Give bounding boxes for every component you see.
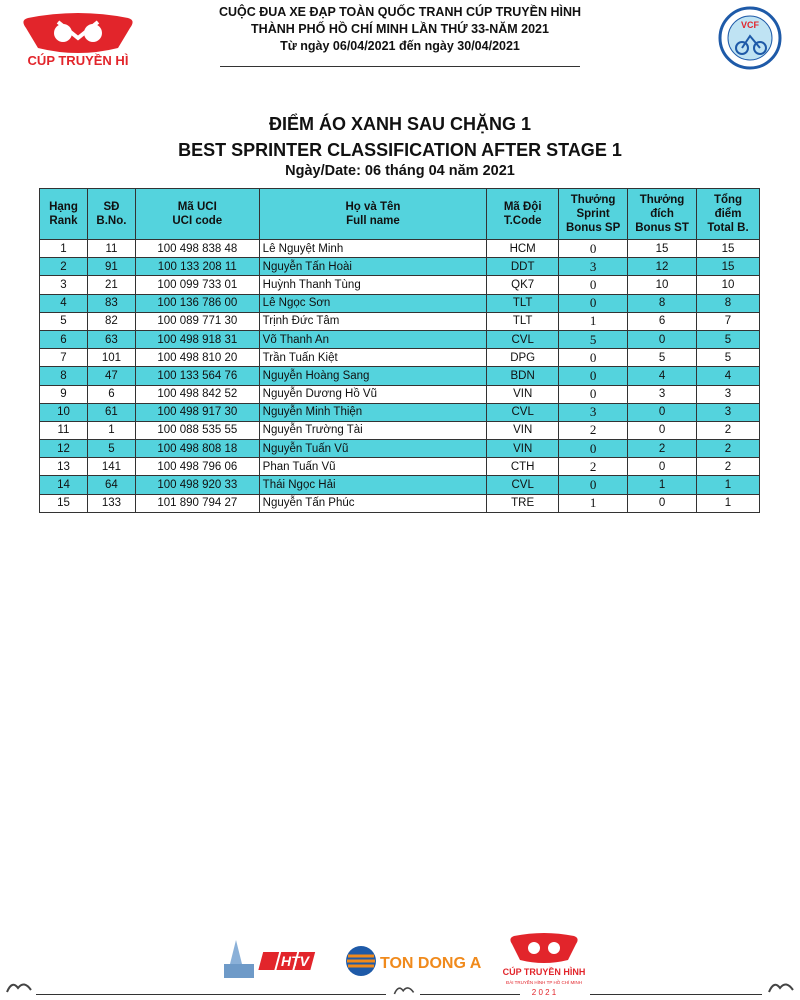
cell-bib: 141 bbox=[87, 458, 135, 476]
title-en: BEST SPRINTER CLASSIFICATION AFTER STAGE 1 bbox=[178, 140, 622, 160]
cell-total: 1 bbox=[697, 476, 760, 494]
sponsor-tondonga: TON DONG A bbox=[380, 955, 482, 972]
cell-total: 2 bbox=[697, 458, 760, 476]
cell-team: CVL bbox=[487, 403, 559, 421]
cell-uci: 101 890 794 27 bbox=[135, 494, 259, 512]
cell-rank: 12 bbox=[40, 440, 88, 458]
cell-name: Phan Tuấn Vũ bbox=[259, 458, 487, 476]
cell-bib: 21 bbox=[87, 276, 135, 294]
column-header-vn: Thưởng đích bbox=[639, 194, 685, 220]
column-header-en: Full name bbox=[346, 215, 400, 227]
cell-name: Nguyễn Tấn Hoài bbox=[259, 258, 487, 276]
header-line-1: CUỘC ĐUA XE ĐẠP TOÀN QUỐC TRANH CÚP TRUYỀN HÌNH bbox=[218, 5, 582, 19]
cell-bib: 83 bbox=[87, 294, 135, 312]
page-header bbox=[0, 0, 800, 80]
cell-rank: 4 bbox=[40, 294, 88, 312]
column-header-en: B.No. bbox=[96, 215, 127, 227]
cell-total: 5 bbox=[697, 349, 760, 367]
table-row bbox=[40, 258, 760, 276]
cell-team: VIN bbox=[487, 421, 559, 439]
title-vn: ĐIỂM ÁO XANH SAU CHẶNG 1 bbox=[268, 114, 532, 134]
cell-sp: 0 bbox=[559, 367, 628, 385]
cell-uci: 100 498 842 52 bbox=[135, 385, 259, 403]
cell-sp: 2 bbox=[559, 458, 628, 476]
column-header bbox=[697, 189, 760, 240]
cell-rank: 5 bbox=[40, 312, 88, 330]
table-row bbox=[40, 367, 760, 385]
cell-uci: 100 498 838 48 bbox=[135, 240, 259, 258]
cell-bib: 64 bbox=[87, 476, 135, 494]
cell-name: Huỳnh Thanh Tùng bbox=[259, 276, 487, 294]
cell-st: 0 bbox=[628, 403, 697, 421]
cell-rank: 9 bbox=[40, 385, 88, 403]
cell-total: 4 bbox=[697, 367, 760, 385]
cell-sp: 0 bbox=[559, 385, 628, 403]
cell-rank: 14 bbox=[40, 476, 88, 494]
cell-sp: 0 bbox=[559, 276, 628, 294]
cell-name: Nguyễn Trường Tài bbox=[259, 421, 487, 439]
cell-rank: 7 bbox=[40, 349, 88, 367]
cell-uci: 100 136 786 00 bbox=[135, 294, 259, 312]
column-header-en: Rank bbox=[49, 215, 78, 227]
cell-name: Nguyễn Tuấn Vũ bbox=[259, 440, 487, 458]
cell-uci: 100 498 918 31 bbox=[135, 330, 259, 348]
cell-total: 2 bbox=[697, 421, 760, 439]
sponsor-cup-title: CÚP TRUYỀN HÌNH bbox=[502, 967, 586, 977]
column-header bbox=[87, 189, 135, 240]
table-row bbox=[40, 421, 760, 439]
column-header-en: UCI code bbox=[172, 215, 223, 227]
column-header-vn: Mã Đội bbox=[503, 201, 542, 213]
cyclist-mark-icon bbox=[392, 982, 416, 998]
column-header-vn: Mã UCI bbox=[177, 201, 217, 213]
vcf-logo-icon bbox=[718, 6, 782, 70]
column-header-vn: SĐ bbox=[103, 201, 120, 213]
cell-team: VIN bbox=[487, 440, 559, 458]
header-divider bbox=[220, 66, 580, 67]
cell-rank: 1 bbox=[40, 240, 88, 258]
page-footer bbox=[0, 930, 800, 1000]
cell-bib: 61 bbox=[87, 403, 135, 421]
cell-sp: 0 bbox=[559, 240, 628, 258]
table-row bbox=[40, 458, 760, 476]
cell-sp: 5 bbox=[559, 330, 628, 348]
logo-right-text: VCF bbox=[741, 20, 759, 30]
cell-total: 3 bbox=[697, 403, 760, 421]
cell-total: 2 bbox=[697, 440, 760, 458]
header-line-3: Từ ngày 06/04/2021 đến ngày 30/04/2021 bbox=[280, 39, 520, 53]
cell-name: Nguyễn Minh Thiện bbox=[259, 403, 487, 421]
column-header-vn: Họ và Tên bbox=[345, 201, 401, 213]
cell-uci: 100 498 920 33 bbox=[135, 476, 259, 494]
table-row bbox=[40, 349, 760, 367]
cell-team: HCM bbox=[487, 240, 559, 258]
cell-st: 0 bbox=[628, 494, 697, 512]
cell-rank: 13 bbox=[40, 458, 88, 476]
cell-total: 8 bbox=[697, 294, 760, 312]
cell-total: 7 bbox=[697, 312, 760, 330]
classification-table bbox=[39, 188, 760, 513]
cell-sp: 3 bbox=[559, 403, 628, 421]
cell-uci: 100 498 810 20 bbox=[135, 349, 259, 367]
cell-st: 0 bbox=[628, 330, 697, 348]
cell-total: 1 bbox=[697, 494, 760, 512]
cell-rank: 3 bbox=[40, 276, 88, 294]
cell-team: CTH bbox=[487, 458, 559, 476]
cell-team: TRE bbox=[487, 494, 559, 512]
column-header bbox=[628, 189, 697, 240]
cell-bib: 5 bbox=[87, 440, 135, 458]
cell-rank: 8 bbox=[40, 367, 88, 385]
cell-st: 3 bbox=[628, 385, 697, 403]
cell-sp: 1 bbox=[559, 494, 628, 512]
title-date: Ngày/Date: 06 tháng 04 năm 2021 bbox=[285, 163, 515, 179]
cell-st: 0 bbox=[628, 421, 697, 439]
htv-logo-icon bbox=[218, 934, 328, 982]
cell-rank: 11 bbox=[40, 421, 88, 439]
cell-st: 10 bbox=[628, 276, 697, 294]
cell-st: 0 bbox=[628, 458, 697, 476]
cell-bib: 82 bbox=[87, 312, 135, 330]
sponsor-cup-year: 2 0 2 1 bbox=[531, 988, 557, 997]
cell-bib: 11 bbox=[87, 240, 135, 258]
cell-st: 1 bbox=[628, 476, 697, 494]
cell-total: 15 bbox=[697, 258, 760, 276]
cell-st: 2 bbox=[628, 440, 697, 458]
cell-name: Thái Ngọc Hải bbox=[259, 476, 487, 494]
sponsor-cup-sub: ĐÀI TRUYỀN HÌNH TP HỒ CHÍ MINH bbox=[505, 980, 583, 985]
cell-sp: 3 bbox=[559, 258, 628, 276]
cell-st: 15 bbox=[628, 240, 697, 258]
footer-divider-right bbox=[590, 994, 762, 995]
cell-total: 15 bbox=[697, 240, 760, 258]
table-row bbox=[40, 494, 760, 512]
table-row bbox=[40, 476, 760, 494]
table-row bbox=[40, 276, 760, 294]
column-header bbox=[487, 189, 559, 240]
cell-team: DPG bbox=[487, 349, 559, 367]
table-row bbox=[40, 294, 760, 312]
table-row bbox=[40, 330, 760, 348]
cell-name: Võ Thanh An bbox=[259, 330, 487, 348]
cell-sp: 0 bbox=[559, 349, 628, 367]
column-header bbox=[559, 189, 628, 240]
cell-bib: 47 bbox=[87, 367, 135, 385]
cell-st: 5 bbox=[628, 349, 697, 367]
column-header-en: Bonus SP bbox=[565, 222, 621, 234]
table-row bbox=[40, 240, 760, 258]
column-header bbox=[40, 189, 88, 240]
cell-team: VIN bbox=[487, 385, 559, 403]
cup-2021-logo-icon bbox=[502, 930, 586, 1000]
column-header-en: Total B. bbox=[707, 222, 749, 234]
column-header-vn: Tổng điểm bbox=[713, 194, 743, 220]
cell-name: Nguyễn Dương Hồ Vũ bbox=[259, 385, 487, 403]
table-header-row bbox=[40, 189, 760, 240]
table-row bbox=[40, 385, 760, 403]
cell-bib: 101 bbox=[87, 349, 135, 367]
cell-rank: 2 bbox=[40, 258, 88, 276]
table-row bbox=[40, 403, 760, 421]
cell-sp: 0 bbox=[559, 476, 628, 494]
cell-sp: 1 bbox=[559, 312, 628, 330]
cell-bib: 1 bbox=[87, 421, 135, 439]
column-header-en: T.Code bbox=[503, 215, 542, 227]
cell-team: DDT bbox=[487, 258, 559, 276]
cell-name: Trần Tuấn Kiệt bbox=[259, 349, 487, 367]
table-row bbox=[40, 440, 760, 458]
cell-name: Nguyễn Tấn Phúc bbox=[259, 494, 487, 512]
cell-rank: 6 bbox=[40, 330, 88, 348]
cell-team: CVL bbox=[487, 330, 559, 348]
cell-team: CVL bbox=[487, 476, 559, 494]
cell-uci: 100 099 733 01 bbox=[135, 276, 259, 294]
column-header-vn: Hạng bbox=[49, 201, 78, 213]
cell-st: 8 bbox=[628, 294, 697, 312]
cell-bib: 91 bbox=[87, 258, 135, 276]
cell-total: 10 bbox=[697, 276, 760, 294]
cyclist-mark-icon bbox=[766, 978, 796, 996]
cell-bib: 63 bbox=[87, 330, 135, 348]
cell-name: Trịnh Đức Tâm bbox=[259, 312, 487, 330]
cell-bib: 6 bbox=[87, 385, 135, 403]
cell-team: QK7 bbox=[487, 276, 559, 294]
table-row bbox=[40, 312, 760, 330]
sponsor-htv: HTV bbox=[281, 953, 309, 969]
cell-name: Lê Nguyệt Minh bbox=[259, 240, 487, 258]
cell-uci: 100 498 808 18 bbox=[135, 440, 259, 458]
cell-st: 6 bbox=[628, 312, 697, 330]
table-body bbox=[40, 240, 760, 513]
cell-total: 3 bbox=[697, 385, 760, 403]
cell-st: 4 bbox=[628, 367, 697, 385]
cell-st: 12 bbox=[628, 258, 697, 276]
cell-name: Nguyễn Hoàng Sang bbox=[259, 367, 487, 385]
tondonga-logo-icon bbox=[344, 944, 486, 978]
cell-total: 5 bbox=[697, 330, 760, 348]
cell-team: TLT bbox=[487, 312, 559, 330]
cyclist-mark-icon bbox=[4, 978, 34, 996]
cell-rank: 15 bbox=[40, 494, 88, 512]
column-header bbox=[135, 189, 259, 240]
footer-divider-mid bbox=[420, 994, 520, 995]
footer-divider-left bbox=[36, 994, 386, 995]
cell-sp: 0 bbox=[559, 440, 628, 458]
cell-uci: 100 498 796 06 bbox=[135, 458, 259, 476]
column-header bbox=[259, 189, 487, 240]
cell-team: TLT bbox=[487, 294, 559, 312]
cell-uci: 100 089 771 30 bbox=[135, 312, 259, 330]
column-header-en: Bonus ST bbox=[635, 222, 689, 234]
cell-team: BDN bbox=[487, 367, 559, 385]
cell-uci: 100 088 535 55 bbox=[135, 421, 259, 439]
logo-left-text: CÚP TRUYỀN HÌ bbox=[27, 53, 129, 68]
header-line-2: THÀNH PHỐ HỒ CHÍ MINH LẦN THỨ 33-NĂM 2021 bbox=[251, 22, 549, 36]
cell-uci: 100 133 564 76 bbox=[135, 367, 259, 385]
cell-bib: 133 bbox=[87, 494, 135, 512]
cell-rank: 10 bbox=[40, 403, 88, 421]
cell-sp: 0 bbox=[559, 294, 628, 312]
cell-name: Lê Ngọc Sơn bbox=[259, 294, 487, 312]
cell-sp: 2 bbox=[559, 421, 628, 439]
column-header-vn: Thưởng Sprint bbox=[570, 194, 616, 220]
cell-uci: 100 133 208 11 bbox=[135, 258, 259, 276]
cell-uci: 100 498 917 30 bbox=[135, 403, 259, 421]
